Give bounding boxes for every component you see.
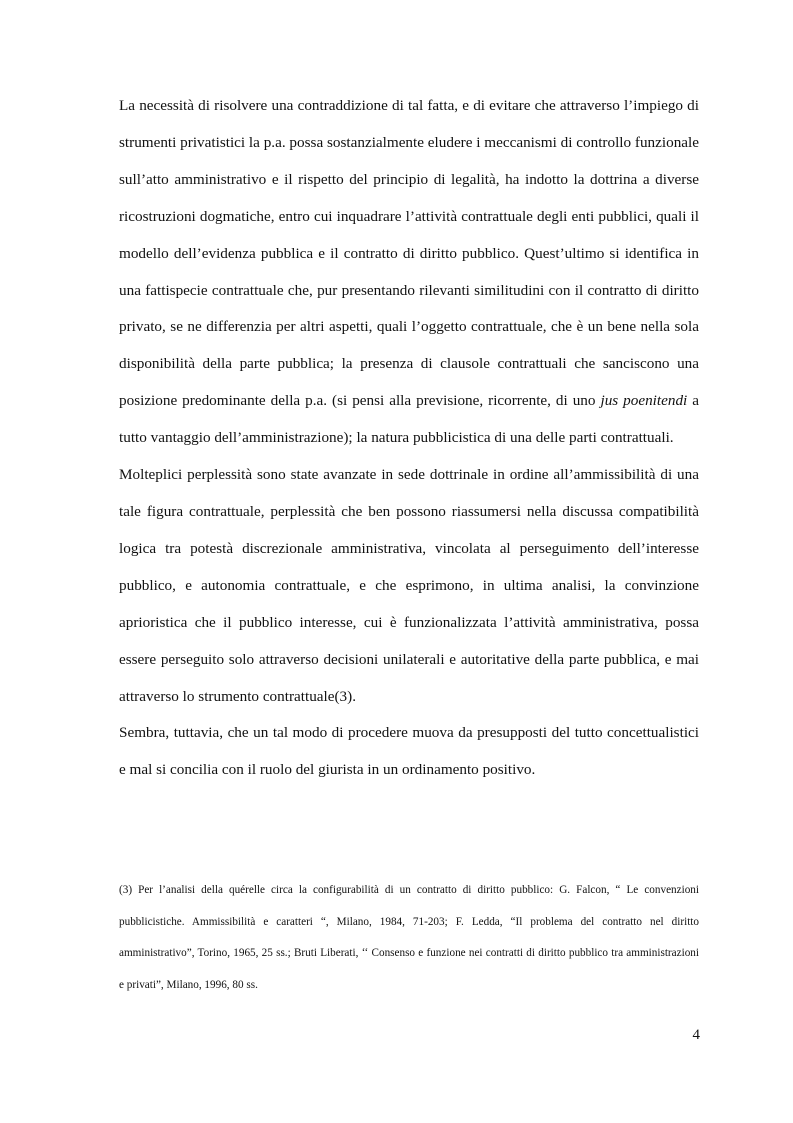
footnote: (3) Per l’analisi della quérelle circa la configurabilità di un contratto di diritto pubblico: G. Falcon, “ Le convenzioni pubblicistiche. Ammissibilità e caratteri “, Milano, 1984, 71-203; F. Ledda, “Il problema del contratto nel diritto amministrativo”, Torino, 1965, 25 ss.; Bruti Liberati, ‘‘ Consenso e funzione nei contratti di diritto pubblico tra amministrazioni e privati”, Milano, 1996, 80 ss. xyxy=(119,884,699,992)
paragraph-1 xyxy=(119,88,699,457)
page-number: 4 xyxy=(692,1027,700,1043)
paragraph-2: Molteplici perplessità sono state avanzate in sede dottrinale in ordine all’ammissibilità di una tale figura contrattuale, perplessità che ben possono riassumersi nella discussa compatibilità logica tra potestà discrezionale amministrativa, vincolata al perseguimento dell’interesse pubblico, e autonomia contrattuale, e che esprimono, in ultima analisi, la convinzione aprioristica che il pubblico interesse, cui è funzionalizzata l’attività amministrativa, possa essere perseguito solo attraverso decisioni unilaterali e autoritative della parte pubblica, e mai attraverso lo strumento contrattuale(3). xyxy=(119,466,699,705)
paragraph-1-text-b: a tutto vantaggio dell’amministrazione); la natura pubblicistica di una delle parti contrattuali. xyxy=(119,392,699,447)
latin-term: jus poenitendi xyxy=(600,392,688,410)
paragraph-3: Sembra, tuttavia, che un tal modo di procedere muova da presupposti del tutto concettualistici e mal si concilia con il ruolo del giurista in un ordinamento positivo. xyxy=(119,724,699,779)
body-text xyxy=(119,88,699,789)
paragraph-1-text-a: La necessità di risolvere una contraddizione di tal fatta, e di evitare che attraverso l’impiego di strumenti privatistici la p.a. possa sostanzialmente eludere i meccanismi di controllo funzionale sull’atto amministrativo e il rispetto del principio di legalità, ha indotto la dottrina a diverse ricostruzioni dogmatiche, entro cui inquadrare l’attività contrattuale degli enti pubblici, quali il modello dell’evidenza pubblica e il contratto di diritto pubblico. Quest’ultimo si identifica in una fattispecie contrattuale che, pur presentando rilevanti similitudini con il contratto di diritto privato, se ne differenzia per altri aspetti, quali l’oggetto contrattuale, che è un bene nella sola disponibilità della parte pubblica; la presenza di clausole contrattuali che sanciscono una posizione predominante della p.a. (si pensi alla previsione, ricorrente, di uno xyxy=(119,97,699,410)
